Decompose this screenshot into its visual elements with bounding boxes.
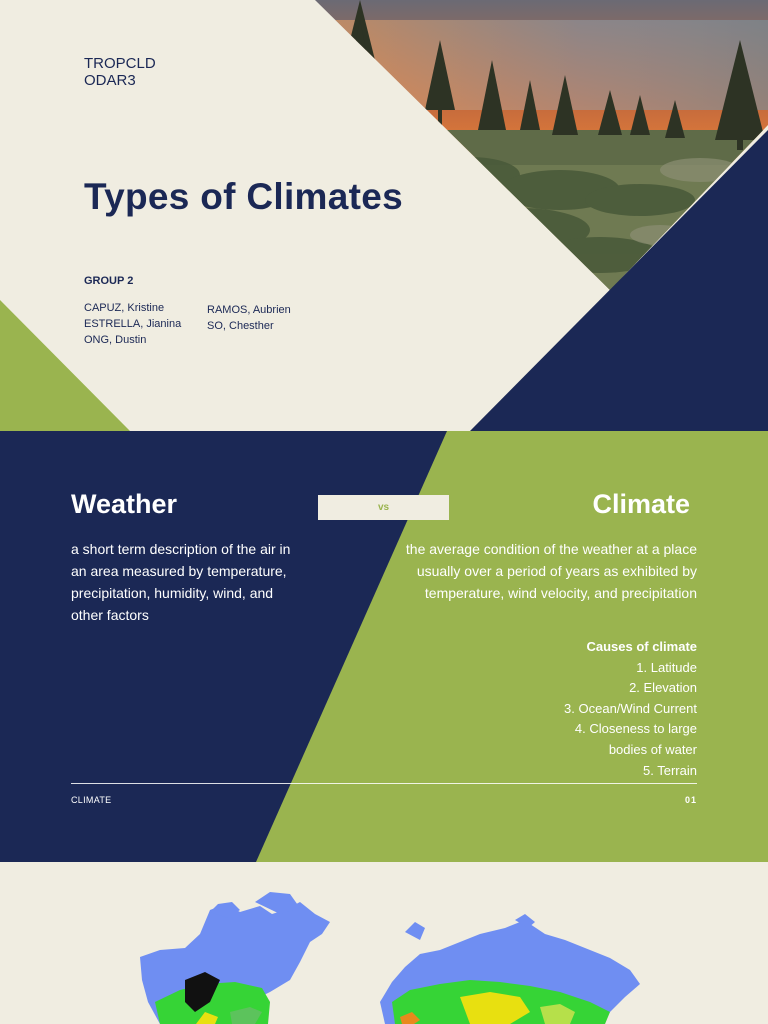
- weather-heading: Weather: [71, 489, 178, 519]
- members-list-right: [207, 302, 291, 334]
- presentation-title: Types of Climates: [84, 176, 404, 217]
- climate-description: the average condition of the weather at a place usually over a period of years as exhibited by temperature, wind velocity, and precipitation: [405, 541, 697, 601]
- course-code: [84, 55, 156, 89]
- member-name: RAMOS, Aubrien: [207, 304, 291, 316]
- causes-of-climate-list: [437, 637, 697, 781]
- member-name: CAPUZ, Kristine: [84, 302, 165, 314]
- causes-heading: Causes of climate: [586, 639, 697, 654]
- eurasia-map: [380, 914, 640, 1024]
- cause-item: bodies of water: [608, 741, 697, 757]
- cause-item: 3. Ocean/Wind Current: [564, 700, 697, 716]
- footer-section-label: CLIMATE: [71, 795, 112, 805]
- climate-heading: Climate: [592, 489, 690, 519]
- weather-description: a short term description of the air in an area measured by temperature, precipitation, humidity, wind, and other factors: [71, 541, 291, 623]
- member-name: ESTRELLA, Jianina: [84, 318, 182, 330]
- cause-item: 5. Terrain: [643, 762, 697, 778]
- cause-item: 2. Elevation: [629, 680, 697, 696]
- climate-map-slide: [0, 862, 768, 1024]
- title-slide: [0, 0, 768, 431]
- member-name: ONG, Dustin: [84, 334, 147, 346]
- world-climate-map-image: [0, 862, 768, 1024]
- north-america-map: [140, 892, 330, 1024]
- vs-badge: vs: [318, 495, 449, 520]
- cause-item: 4. Closeness to large: [574, 721, 697, 737]
- footer-divider: [71, 783, 697, 784]
- member-name: SO, Chesther: [207, 320, 274, 332]
- cause-item: 1. Latitude: [636, 659, 697, 675]
- page-number: 01: [684, 795, 697, 805]
- members-list-left: [84, 300, 181, 348]
- course-code-line-2: ODAR3: [84, 72, 136, 89]
- course-code-line-1: TROPCLD: [84, 55, 156, 72]
- group-label: GROUP 2: [84, 275, 134, 287]
